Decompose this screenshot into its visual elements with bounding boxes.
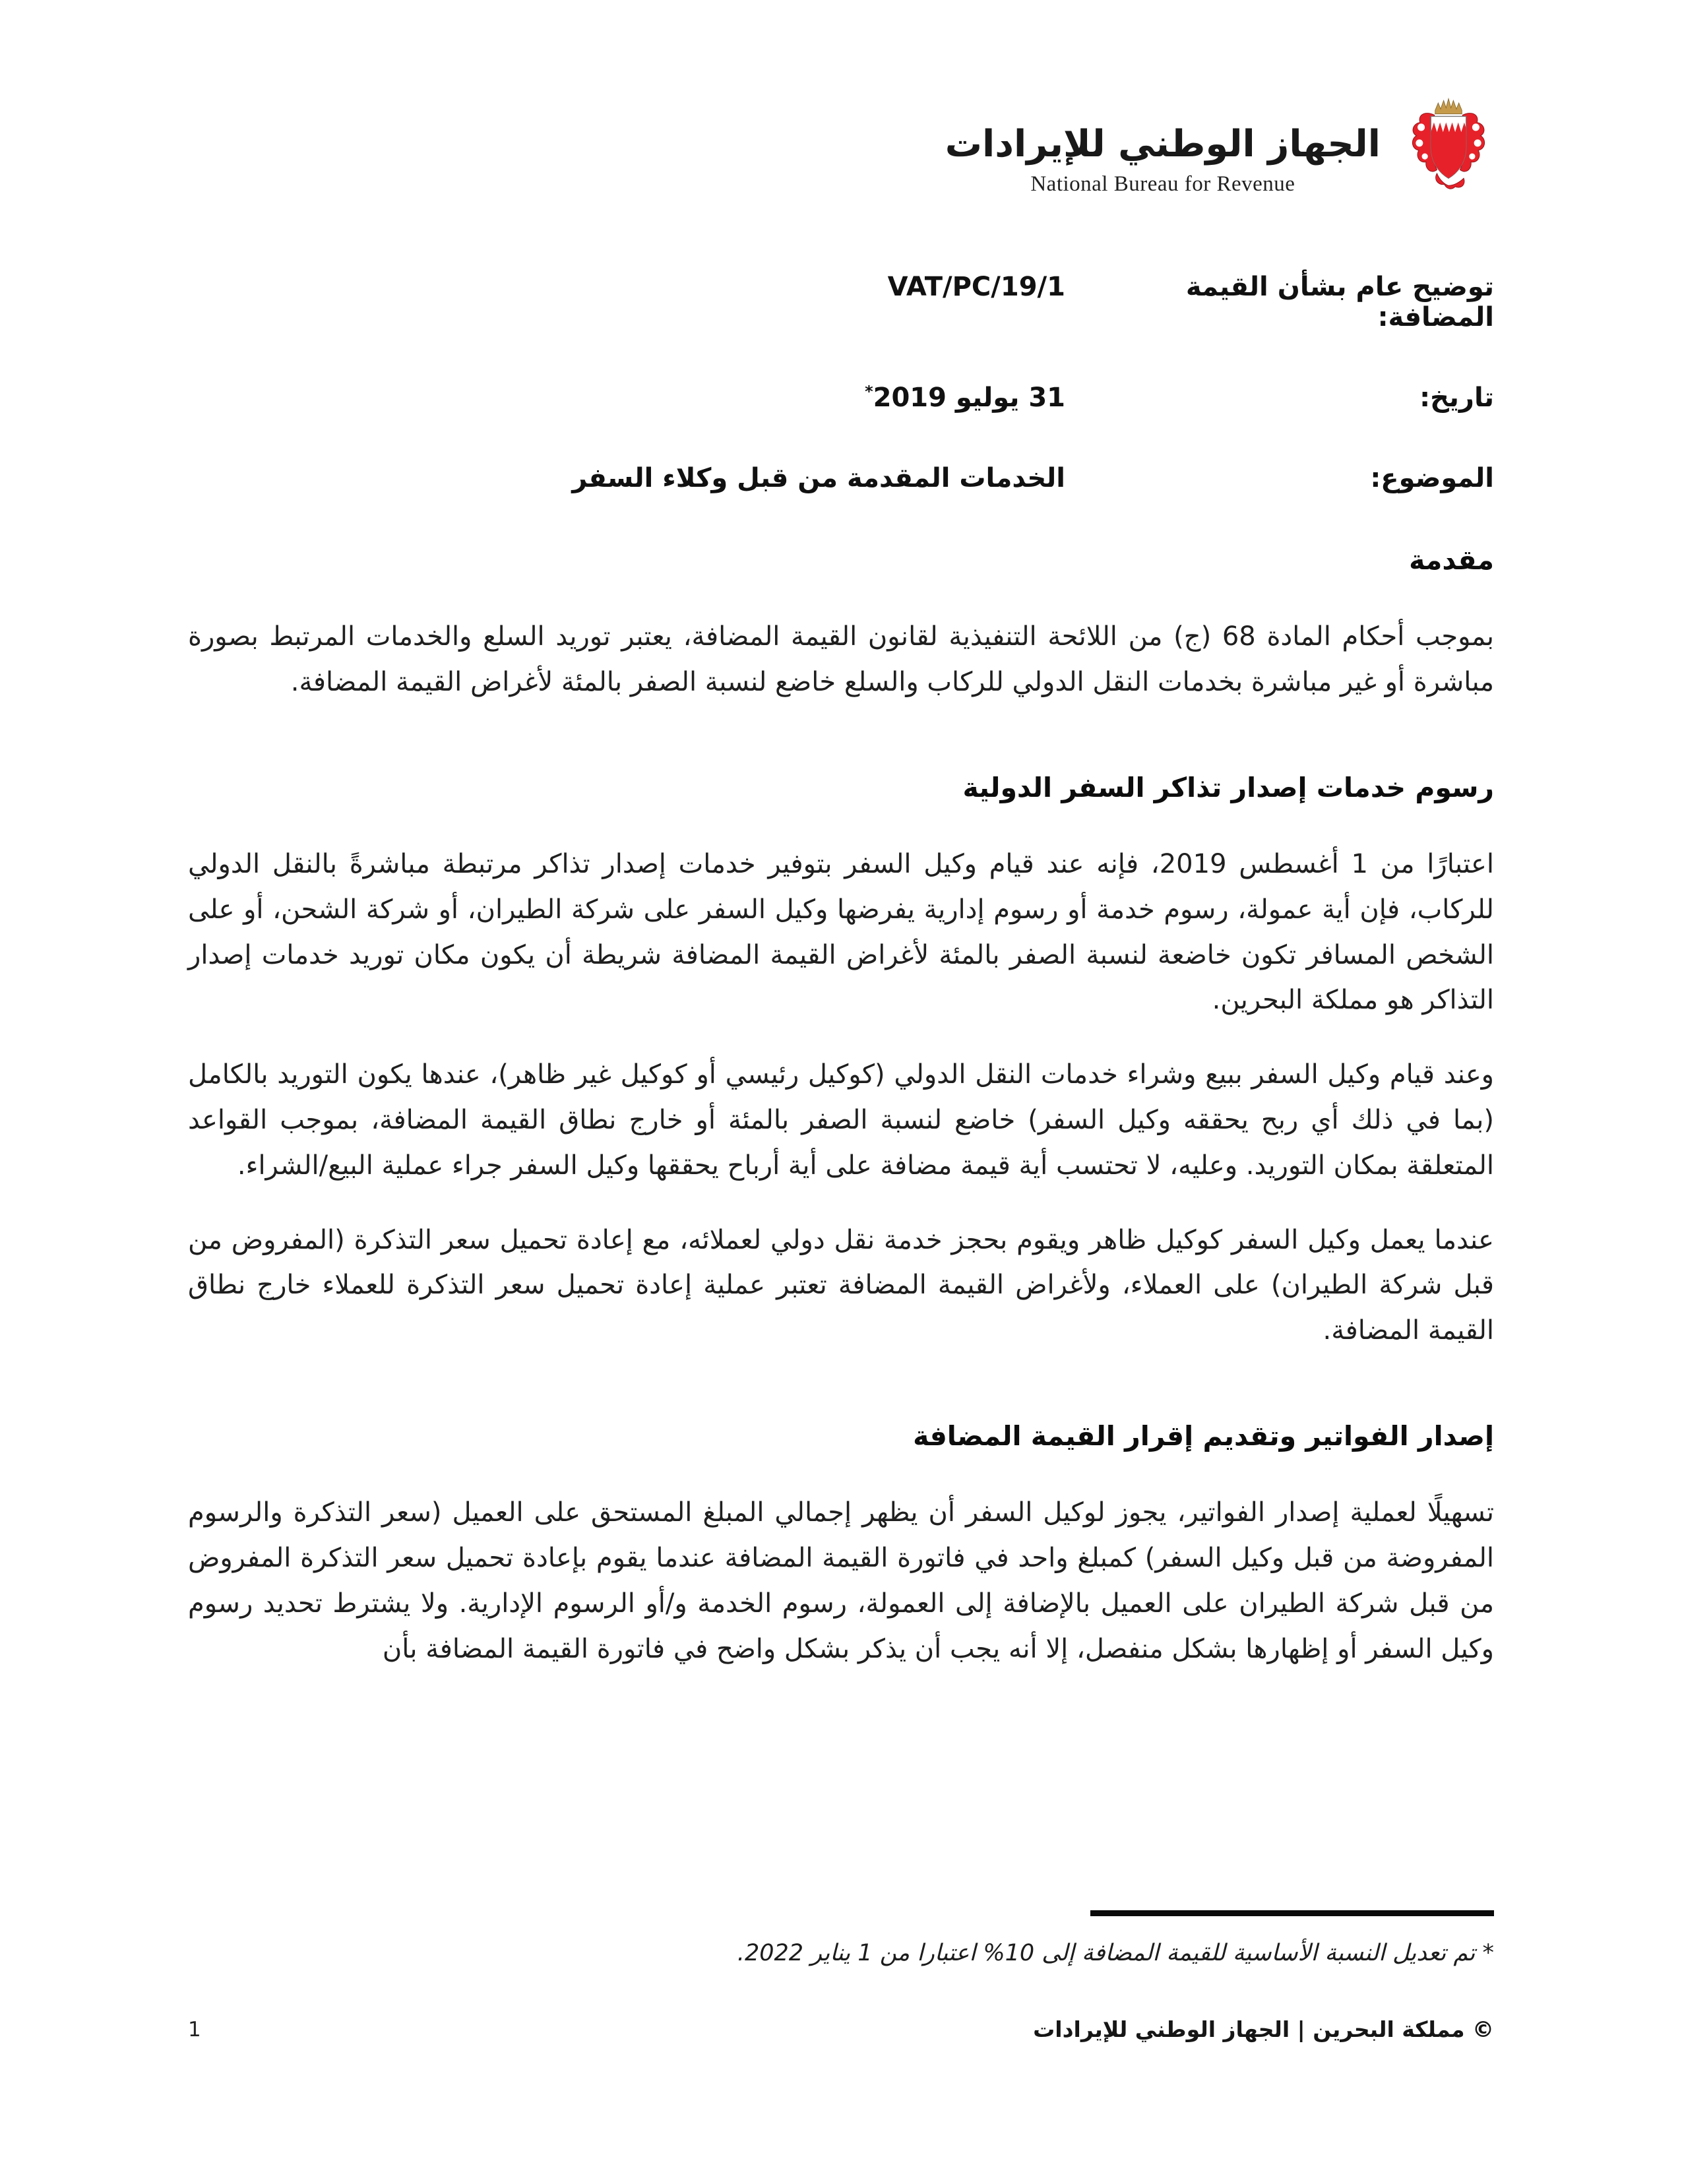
footnote-marker: *: [865, 382, 873, 401]
section-heading: مقدمة: [1409, 544, 1494, 576]
meta-value: [188, 383, 1065, 413]
masthead: [188, 91, 1494, 198]
footnote-body: تم تعديل النسبة الأساسية للقيمة المضافة إلى 10% اعتبارا من 1 يناير 2022.: [737, 1940, 1483, 1966]
section-introduction: [188, 544, 1494, 705]
meta-label: توضيح عام بشأن القيمة المضافة:: [1185, 272, 1494, 332]
meta-row-clarification: [188, 272, 1494, 332]
paragraph: وعند قيام وكيل السفر ببيع وشراء خدمات النقل الدولي (كوكيل رئيسي أو كوكيل غير ظاهر)، عندها يكون التوريد بالكامل (بما في ذلك أي ربح يحققه وكيل السفر) خاضع لنسبة الصفر بالمئة أو خارج نطاق القيمة المضافة، بموجب القواعد المتعلقة بمكان التوريد. وعليه، لا تحتسب أية قيمة مضافة على أية أرباح يحققها وكيل السفر جراء عملية البيع/الشراء.: [188, 1059, 1494, 1181]
emblem-crown: [1435, 99, 1462, 114]
date-value: 31 يوليو 2019: [873, 383, 1065, 413]
meta-label: الموضوع:: [1370, 463, 1494, 493]
copyright-line: © مملكة البحرين | الجهاز الوطني للإيرادات: [1033, 2016, 1494, 2042]
paragraph: عندما يعمل وكيل السفر كوكيل ظاهر ويقوم بحجز خدمة نقل دولي لعملائه، مع إعادة تحميل سعر التذكرة (المفروض من قبل شركة الطيران) على العملاء، ولأغراض القيمة المضافة تعتبر عملية إعادة تحميل سعر التذكرة للعملاء خارج نطاق القيمة المضافة.: [188, 1224, 1494, 1346]
page-footer: [188, 2016, 1494, 2042]
paragraph: تسهيلًا لعملية إصدار الفواتير، يجوز لوكيل السفر أن يظهر إجمالي المبلغ المستحق على العميل (سعر التذكرة والرسوم المفروضة من قبل وكيل السفر) كمبلغ واحد في فاتورة القيمة المضافة عندما يقوم بإعادة تحميل سعر التذكرة المفروض من قبل شركة الطيران على العميل بالإضافة إلى العمولة، رسوم الخدمة و/أو الرسوم الإدارية. ولا يشترط تحديد رسوم وكيل السفر أو إظهارها بشكل منفصل، إلا أنه يجب أن يذكر بشكل واضح في فاتورة القيمة المضافة بأن: [188, 1497, 1494, 1664]
footnote-divider: [1090, 1910, 1494, 1916]
page-number: 1: [188, 2017, 201, 2042]
meta-value: [188, 272, 1065, 332]
section-ticket-issuance-fees: [188, 771, 1494, 1354]
footnote-marker: *: [1482, 1940, 1494, 1966]
document-body: [188, 544, 1494, 1672]
meta-label: تاريخ:: [1419, 383, 1494, 413]
footnote-text: [188, 1940, 1494, 1966]
section-heading: رسوم خدمات إصدار تذاكر السفر الدولية: [962, 771, 1494, 803]
meta-value: [188, 463, 1065, 493]
paragraph: اعتبارًا من 1 أغسطس 2019، فإنه عند قيام وكيل السفر بتوفير خدمات إصدار تذاكر مرتبطة مباشرةً بالنقل الدولي للركاب، فإن أية عمولة، رسوم خدمة أو رسوم إدارية يفرضها وكيل السفر على شركة الطيران، أو شركة الشحن، أو على الشخص المسافر تكون خاضعة لنسبة الصفر بالمئة لأغراض القيمة المضافة شريطة أن يكون مكان توريد خدمات إصدار التذاكر هو مملكة البحرين.: [188, 849, 1495, 1016]
footnote-area: [188, 1910, 1494, 1966]
clarification-number: VAT/PC/19/1: [887, 272, 1065, 302]
subject-value: الخدمات المقدمة من قبل وكلاء السفر: [572, 463, 1065, 493]
meta-row-date: [188, 383, 1494, 413]
paragraph: بموجب أحكام المادة 68 (ج) من اللائحة التنفيذية لقانون القيمة المضافة، يعتبر توريد السلع والخدمات المرتبط بصورة مباشرة أو غير مباشرة بخدمات النقل الدولي للركاب والسلع خاضع لنسبة الصفر بالمئة لأغراض القيمة المضافة.: [188, 621, 1494, 698]
bahrain-emblem-icon: [1403, 94, 1494, 198]
brand-english-name: National Bureau for Revenue: [1030, 172, 1295, 196]
document-meta: [188, 272, 1494, 493]
brand-arabic-calligraphy: الجهاز الوطني للإيرادات: [945, 122, 1381, 166]
meta-row-subject: [188, 463, 1494, 493]
brand-logotype: [945, 123, 1381, 198]
section-heading: إصدار الفواتير وتقديم إقرار القيمة المضافة: [913, 1420, 1494, 1452]
section-invoicing-vat-return: [188, 1420, 1494, 1671]
